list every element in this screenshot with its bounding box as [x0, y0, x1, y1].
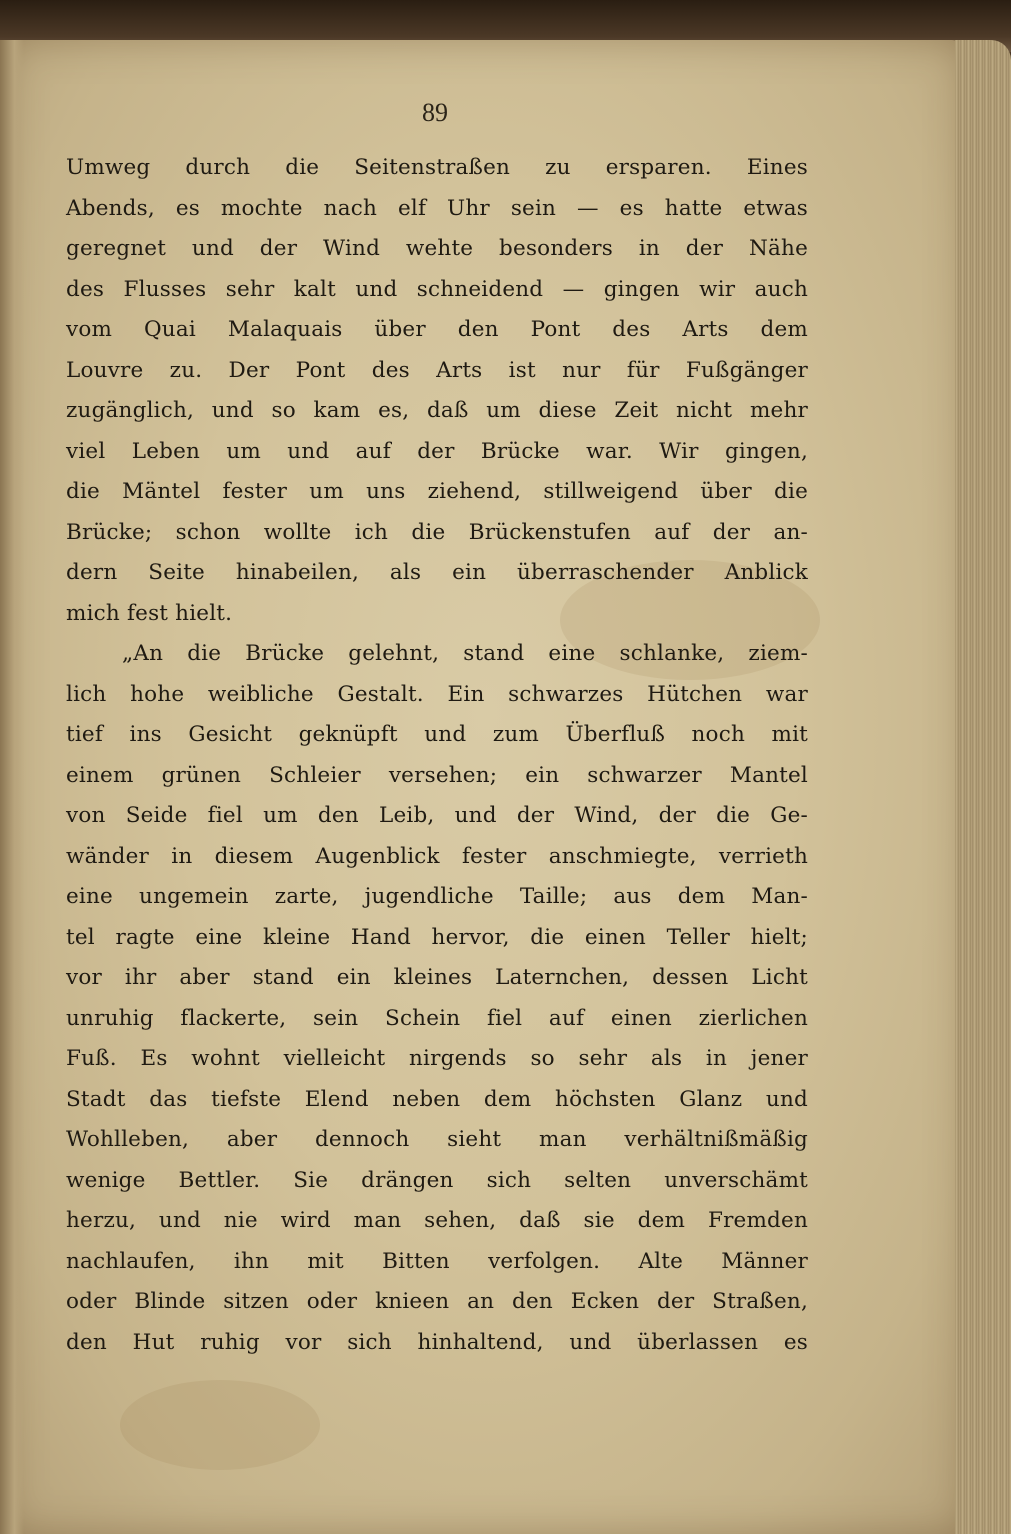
text-line: dern Seite hinabeilen, als ein überraschender Anblick — [66, 560, 808, 585]
text-line: geregnet und der Wind wehte besonders in der Nähe — [66, 236, 808, 261]
body-text — [66, 148, 808, 1363]
text-line: eine ungemein zarte, jugendliche Taille; aus dem Man- — [66, 884, 808, 909]
text-line: Brücke; schon wollte ich die Brückenstufen auf der an- — [66, 519, 808, 545]
text-line: des Flusses sehr kalt und schneidend — gingen wir auch — [66, 276, 808, 302]
text-line: unruhig flackerte, sein Schein fiel auf einen zierlichen — [66, 1005, 808, 1031]
paper-stain — [120, 1380, 320, 1470]
text-line: tel ragte eine kleine Hand hervor, die einen Teller hielt; — [66, 924, 808, 950]
text-line: herzu, und nie wird man sehen, daß sie dem Fremden — [66, 1208, 808, 1233]
text-line: von Seide fiel um den Leib, und der Wind, der die Ge- — [66, 803, 808, 828]
text-line: wenige Bettler. Sie drängen sich selten unverschämt — [66, 1167, 808, 1193]
text-line: Stadt das tiefste Elend neben dem höchsten Glanz und — [66, 1086, 808, 1112]
text-line: tief ins Gesicht geknüpft und zum Überfluß noch mit — [66, 722, 808, 747]
text-line: den Hut ruhig vor sich hinhaltend, und überlassen es — [66, 1329, 808, 1355]
text-line: die Mäntel fester um uns ziehend, stillweigend über die — [66, 479, 808, 504]
binding-gutter — [0, 40, 24, 1534]
text-line: Louvre zu. Der Pont des Arts ist nur für Fußgänger — [66, 357, 808, 383]
text-line: „An die Brücke gelehnt, stand eine schlanke, ziem- — [122, 641, 808, 666]
text-line: viel Leben um und auf der Brücke war. Wir gingen, — [66, 438, 808, 464]
text-line: zugänglich, und so kam es, daß um diese Zeit nicht mehr — [66, 398, 808, 423]
text-line: wänder in diesem Augenblick fester anschmiegte, verrieth — [66, 843, 808, 869]
page-stack-edge — [955, 40, 1011, 1534]
text-line: lich hohe weibliche Gestalt. Ein schwarzes Hütchen war — [66, 681, 808, 707]
text-line: mich fest hielt. — [66, 600, 233, 626]
text-line: Abends, es mochte nach elf Uhr sein — es hatte etwas — [66, 195, 808, 221]
text-line: Wohlleben, aber dennoch sieht man verhältnißmäßig — [66, 1127, 808, 1152]
page-number: 89 — [422, 98, 448, 127]
text-line: vor ihr aber stand ein kleines Laternchen, dessen Licht — [66, 965, 808, 990]
text-line: nachlaufen, ihn mit Bitten verfolgen. Alte Männer — [66, 1248, 808, 1274]
text-line: vom Quai Malaquais über den Pont des Arts dem — [66, 317, 808, 342]
text-line: Umweg durch die Seitenstraßen zu ersparen. Eines — [66, 155, 808, 180]
text-line: oder Blinde sitzen oder knieen an den Ecken der Straßen, — [66, 1289, 808, 1314]
text-line: Fuß. Es wohnt vielleicht nirgends so sehr als in jener — [66, 1046, 808, 1071]
text-line: einem grünen Schleier versehen; ein schwarzer Mantel — [66, 762, 808, 788]
